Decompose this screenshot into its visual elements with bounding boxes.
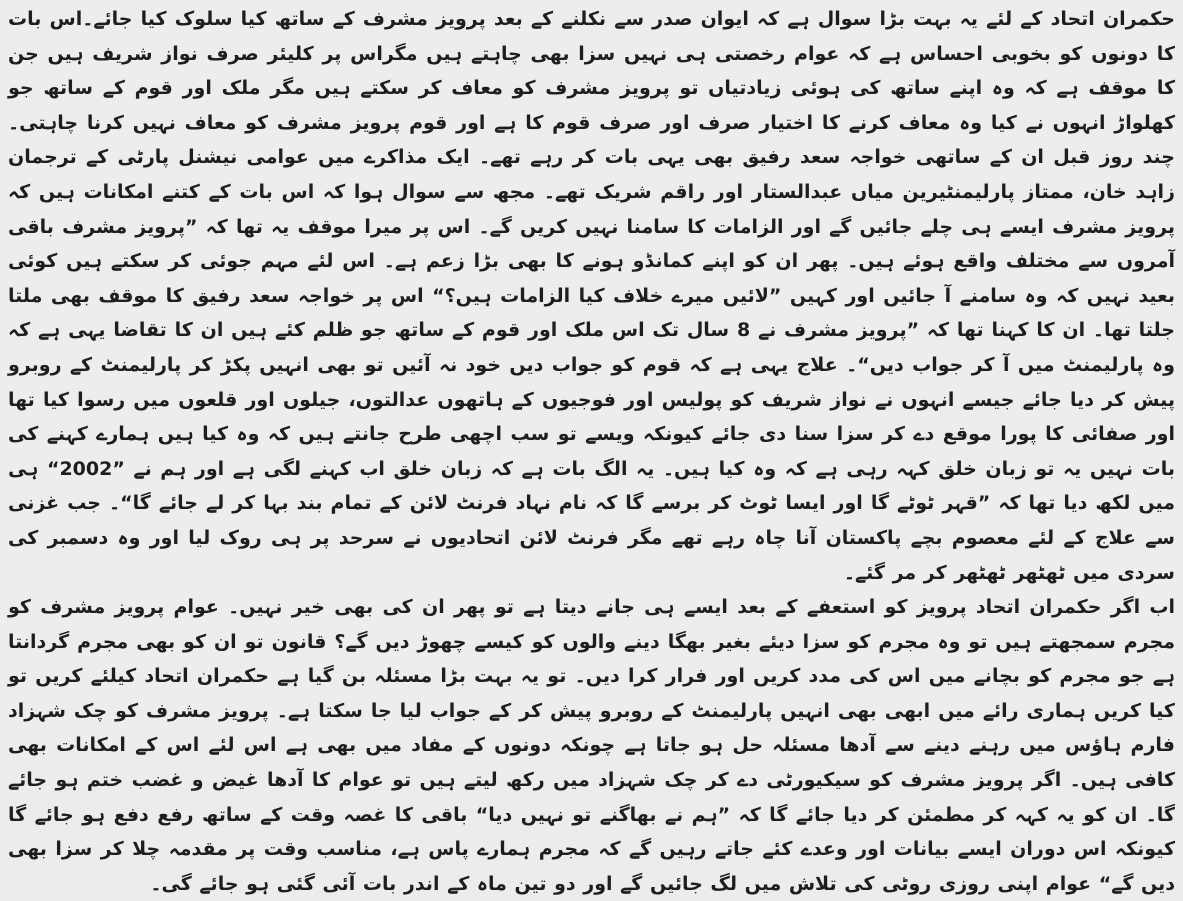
article-paragraph-2: اب اگر حکمران اتحاد پرویز کو استعفے کے بعد ایسے ہی جانے دیتا ہے تو پھر ان کی بھی خیر نہیں۔ عوام پرویز مشرف کو مجرم سمجھتے ہیں تو وہ مجرم کو سزا دیئے بغیر بھگا دینے والوں کو کیسے چھوڑ دیں گے؟ قانون تو ان کو بھی مجرم گردانتا ہے جو مجرم کو بچانے میں اس کی مدد کریں اور فرار کرا دیں۔ تو یہ بہت بڑا مسئلہ بن گیا ہے حکمران اتحاد کیلئے کریں تو کیا کریں ہماری رائے میں ابھی بھی انہیں پارلیمنٹ کے روبرو پیش کر کے جواب لیا جا سکتا ہے۔ پرویز مشرف کو چک شہزاد فارم ہاؤس میں رہنے دینے سے آدھا مسئلہ حل ہو جاتا ہے چونکہ دونوں کے مفاد میں بھی ہے اس لئے اس کے امکانات بھی کافی ہیں۔ اگر پرویز مشرف کو سیکیورٹی دے کر چک شہزاد میں رکھ لیتے ہیں تو عوام کا آدھا غیض و غضب ختم ہو جائے گا۔ ان کو یہ کہہ کر مطمئن کر دیا جائے گا کہ ”ہم نے بھاگنے تو نہیں دیا“ باقی کا غصہ وقت کے ساتھ رفع دفع ہو جائے گا کیونکہ اس دوران ایسے بیانات اور وعدے کئے جاتے رہیں گے کہ مجرم ہمارے پاس ہے، مناسب وقت پر مقدمہ چلا کر سزا بھی دیں گے“ عوام اپنی روزی روٹی کی تلاش میں لگ جائیں گے اور دو تین ماہ کے اندر بات آئی گئی ہو جائے گی۔	[8, 596, 1175, 895]
article-column	[8, 2, 1175, 901]
article-paragraph-1: حکمران اتحاد کے لئے یہ بہت بڑا سوال ہے کہ ایوان صدر سے نکلنے کے بعد پرویز مشرف کے ساتھ کیا سلوک کیا جائے۔اس بات کا دونوں کو بخوبی احساس ہے کہ عوام رخصتی ہی نہیں سزا بھی چاہتے ہیں مگراس پر کلیئر صرف نواز شریف ہیں جن کا موقف ہے کہ وہ اپنے ساتھ کی ہوئی زیادتیاں تو پرویز مشرف کو معاف کر سکتے ہیں مگر ملک اور قوم کے ساتھ جو کھلواڑ انہوں نے کیا وہ معاف کرنے کا اختیار صرف اور صرف قوم کا ہے اور قوم پرویز مشرف کو معاف نہیں کرنا چاہتی۔ چند روز قبل ان کے ساتھی خواجہ سعد رفیق بھی یہی بات کر رہے تھے۔ ایک مذاکرے میں عوامی نیشنل پارٹی کے ترجمان زاہد خان، ممتاز پارلیمنٹیرین میاں عبدالستار اور راقم شریک تھے۔ مجھ سے سوال ہوا کہ اس بات کے کتنے امکانات ہیں کہ پرویز مشرف ایسے ہی چلے جائیں گے اور الزامات کا سامنا نہیں کریں گے۔ اس پر میرا موقف یہ تھا کہ ”پرویز مشرف باقی آمروں سے مختلف واقع ہوئے ہیں۔ پھر ان کو اپنے کمانڈو ہونے کا بھی بڑا زعم ہے۔ اس لئے مہم جوئی کر سکتے ہیں کوئی بعید نہیں کہ وہ سامنے آ جائیں اور کہیں ”لائیں میرے خلاف کیا الزامات ہیں؟“ اس پر خواجہ سعد رفیق کا موقف بھی ملتا جلتا تھا۔ ان کا کہنا تھا کہ ”پرویز مشرف نے 8 سال تک اس ملک اور قوم کے ساتھ جو ظلم کئے ہیں ان کا تقاضا یہی ہے کہ وہ پارلیمنٹ میں آ کر جواب دیں“۔ علاج یہی ہے کہ قوم کو جواب دیں خود نہ آئیں تو بھی انہیں پکڑ کر پارلیمنٹ کے روبرو پیش کر دیا جائے جیسے انہوں نے نواز شریف کو پولیس اور فوجیوں کے ہاتھوں عدالتوں، جیلوں اور قلعوں میں رسوا کیا تھا اور صفائی کا پورا موقع دے کر سزا سنا دی جائے کیونکہ ویسے تو سب اچھی طرح جانتے ہیں کہ وہ کیا ہیں ہمارے کہنے کی بات نہیں یہ تو زبان خلق کہہ رہی ہے کہ وہ کیا ہیں۔ یہ الگ بات ہے کہ زبان خلق اب کہنے لگی ہے اور ہم نے ”2002“ ہی میں لکھ دیا تھا کہ ”قہر ٹوٹے گا اور ایسا ٹوٹ کر برسے گا کہ نام نہاد فرنٹ لائن کے تمام بند بہا کر لے جائے گا“۔ جب غزنی سے علاج کے لئے معصوم بچے پاکستان آنا چاہ رہے تھے مگر فرنٹ لائن اتحادیوں نے سرحد پر ہی روک لیا اور وہ دسمبر کی سردی میں ٹھٹھر ٹھٹھر کر مر گئے۔	[8, 8, 1175, 584]
